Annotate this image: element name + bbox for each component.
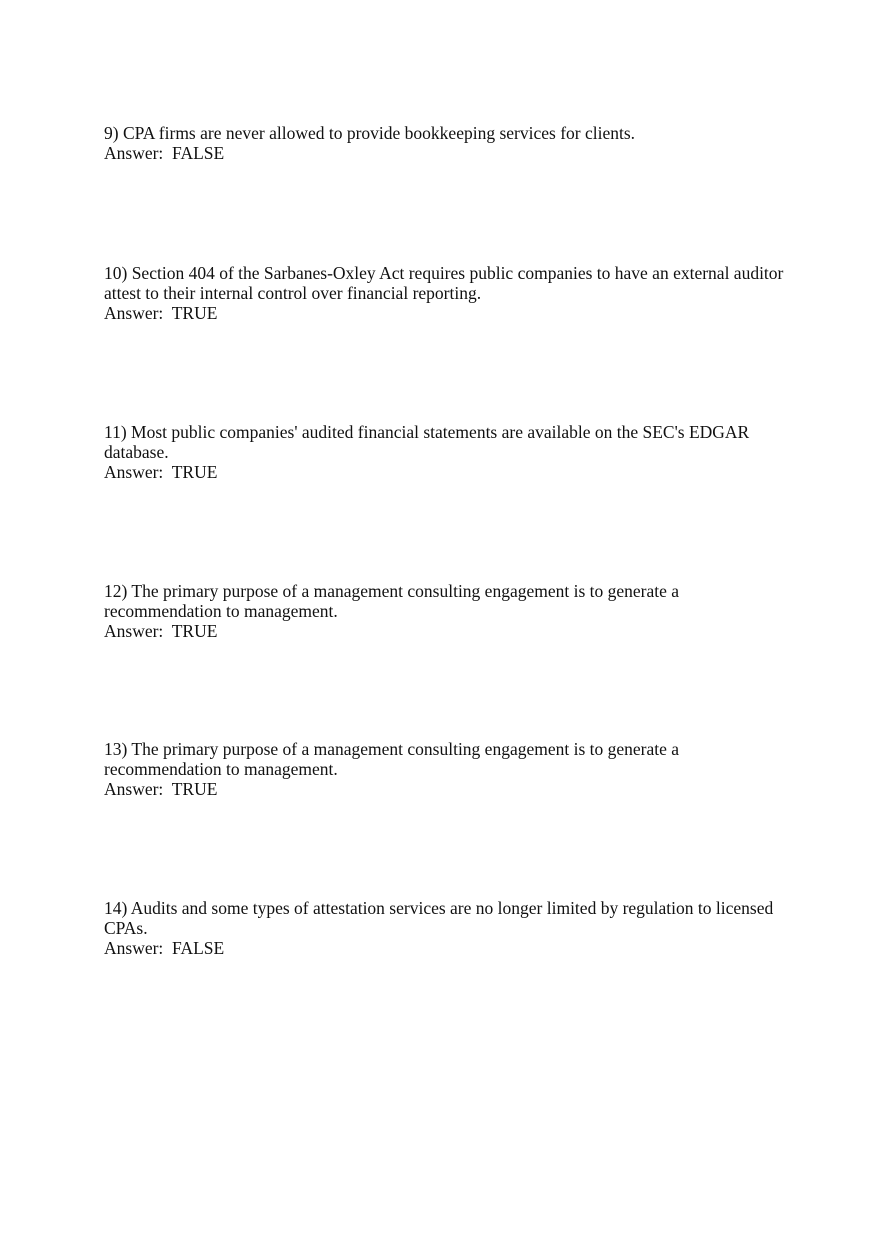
question-text: 14) Audits and some types of attestation services are no longer limited by regulation to licensed xyxy=(104,898,774,918)
question-text: recommendation to management. xyxy=(104,601,338,621)
question-text: 9) CPA firms are never allowed to provide bookkeeping services for clients. xyxy=(104,123,636,143)
question-text: CPAs. xyxy=(104,918,148,938)
question-text: 10) Section 404 of the Sarbanes-Oxley Act requires public companies to have an external auditor xyxy=(104,263,784,283)
question-14 xyxy=(104,898,804,958)
answer: Answer: TRUE xyxy=(104,303,218,323)
answer: Answer: TRUE xyxy=(104,621,218,641)
question-text: 12) The primary purpose of a management consulting engagement is to generate a xyxy=(104,581,680,601)
answer: Answer: TRUE xyxy=(104,779,218,799)
question-text: recommendation to management. xyxy=(104,759,338,779)
question-text: database. xyxy=(104,442,169,462)
question-text: 13) The primary purpose of a management consulting engagement is to generate a xyxy=(104,739,680,759)
question-13 xyxy=(104,739,804,799)
answer: Answer: FALSE xyxy=(104,938,225,958)
answer: Answer: TRUE xyxy=(104,462,218,482)
question-12 xyxy=(104,581,804,641)
question-text: 11) Most public companies' audited financial statements are available on the SEC's EDGAR xyxy=(104,422,750,442)
question-9 xyxy=(104,123,804,163)
answer: Answer: FALSE xyxy=(104,143,225,163)
question-11 xyxy=(104,422,804,482)
question-text: attest to their internal control over financial reporting. xyxy=(104,283,482,303)
question-10 xyxy=(104,263,804,323)
